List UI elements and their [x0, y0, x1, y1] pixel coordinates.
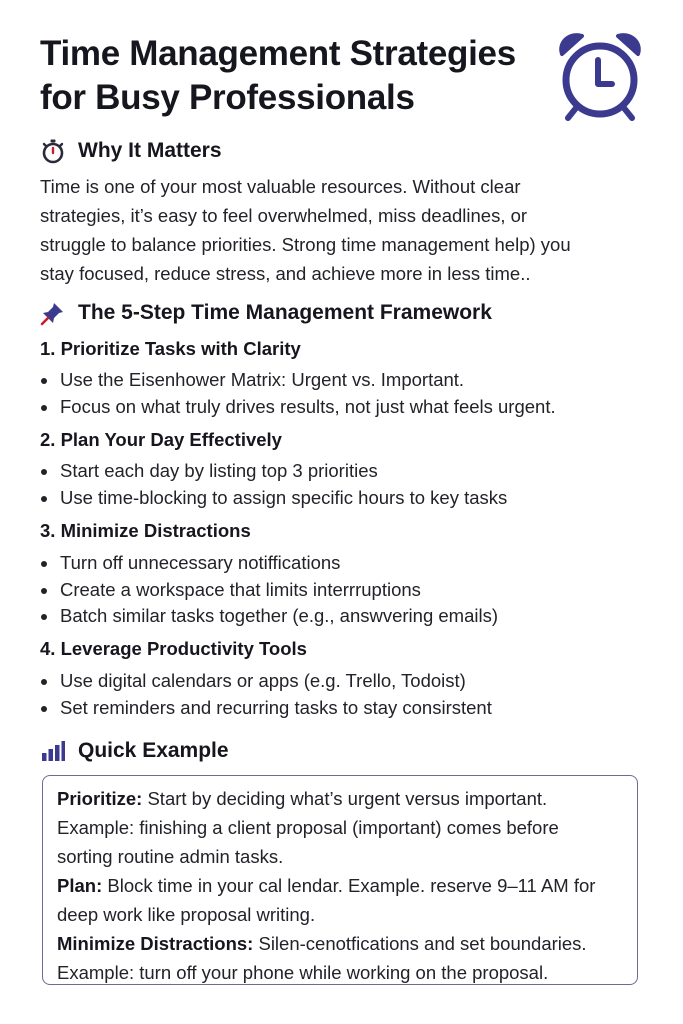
step-4-bullets: [40, 668, 492, 721]
example-label-plan: Plan:: [57, 875, 103, 896]
list-item: Turn off unnecessary notiffications: [40, 550, 498, 577]
step-4-heading: 4. Leverage Productivity Tools: [40, 638, 307, 659]
page-title: [40, 32, 560, 120]
why-heading-text: Why It Matters: [78, 139, 222, 162]
step-3-bullets: [40, 550, 498, 630]
example-text: Block time in your cal lendar. Example. reserve 9–11 AM for: [107, 875, 596, 896]
list-item: Set reminders and recurring tasks to stay consirstent: [40, 695, 492, 722]
step-2-heading: 2. Plan Your Day Effectively: [40, 429, 282, 450]
example-line: Example: turn off your phone while working on the proposal.: [57, 962, 549, 983]
why-line: strategies, it’s easy to feel overwhelmed, miss deadlines, or: [40, 205, 528, 226]
example-line: [57, 929, 623, 958]
step-1-heading: 1. Prioritize Tasks with Clarity: [40, 338, 301, 359]
step-1-bullets: [40, 367, 556, 420]
framework-heading: [40, 300, 492, 326]
example-line: [57, 871, 623, 900]
page-title-line-2: for Busy Professionals: [40, 78, 415, 117]
list-item: Batch similar tasks together (e.g., answvering emails): [40, 603, 498, 630]
pushpin-icon: [40, 300, 66, 326]
example-label-prioritize: Prioritize:: [57, 788, 143, 809]
list-item: Focus on what truly drives results, not just what feels urgent.: [40, 394, 556, 421]
list-item: Use time-blocking to assign specific hours to key tasks: [40, 485, 507, 512]
example-text: Silen-cenotfications and set boundaries.: [258, 933, 587, 954]
why-line: struggle to balance priorities. Strong time management help) you: [40, 234, 571, 255]
step-2-bullets: [40, 458, 507, 511]
list-item: Use digital calendars or apps (e.g. Trello, Todoist): [40, 668, 492, 695]
example-line: sorting routine admin tasks.: [57, 846, 284, 867]
example-heading-text: Quick Example: [78, 739, 229, 762]
example-heading: [40, 738, 229, 764]
why-line: stay focused, reduce stress, and achieve more in less time..: [40, 263, 531, 284]
step-3-heading: 3. Minimize Distractions: [40, 520, 251, 541]
list-item: Start each day by listing top 3 priorities: [40, 458, 507, 485]
bar-chart-icon: [40, 738, 66, 764]
example-line: [57, 784, 623, 813]
example-box: [42, 775, 638, 985]
stopwatch-icon: [40, 138, 66, 164]
example-label-minimize: Minimize Distractions:: [57, 933, 254, 954]
why-paragraph: [40, 172, 650, 288]
why-heading: [40, 138, 222, 164]
list-item: Create a workspace that limits interrruptions: [40, 577, 498, 604]
list-item: Use the Eisenhower Matrix: Urgent vs. Important.: [40, 367, 556, 394]
example-line: deep work like proposal writing.: [57, 904, 316, 925]
example-line: Example: finishing a client proposal (important) comes before: [57, 817, 559, 838]
alarm-clock-icon: [556, 30, 644, 122]
why-line: Time is one of your most valuable resources. Without clear: [40, 176, 521, 197]
framework-heading-text: The 5-Step Time Management Framework: [78, 301, 492, 324]
example-text: Start by deciding what’s urgent versus important.: [147, 788, 548, 809]
page-title-line-1: Time Management Strategies: [40, 34, 516, 73]
